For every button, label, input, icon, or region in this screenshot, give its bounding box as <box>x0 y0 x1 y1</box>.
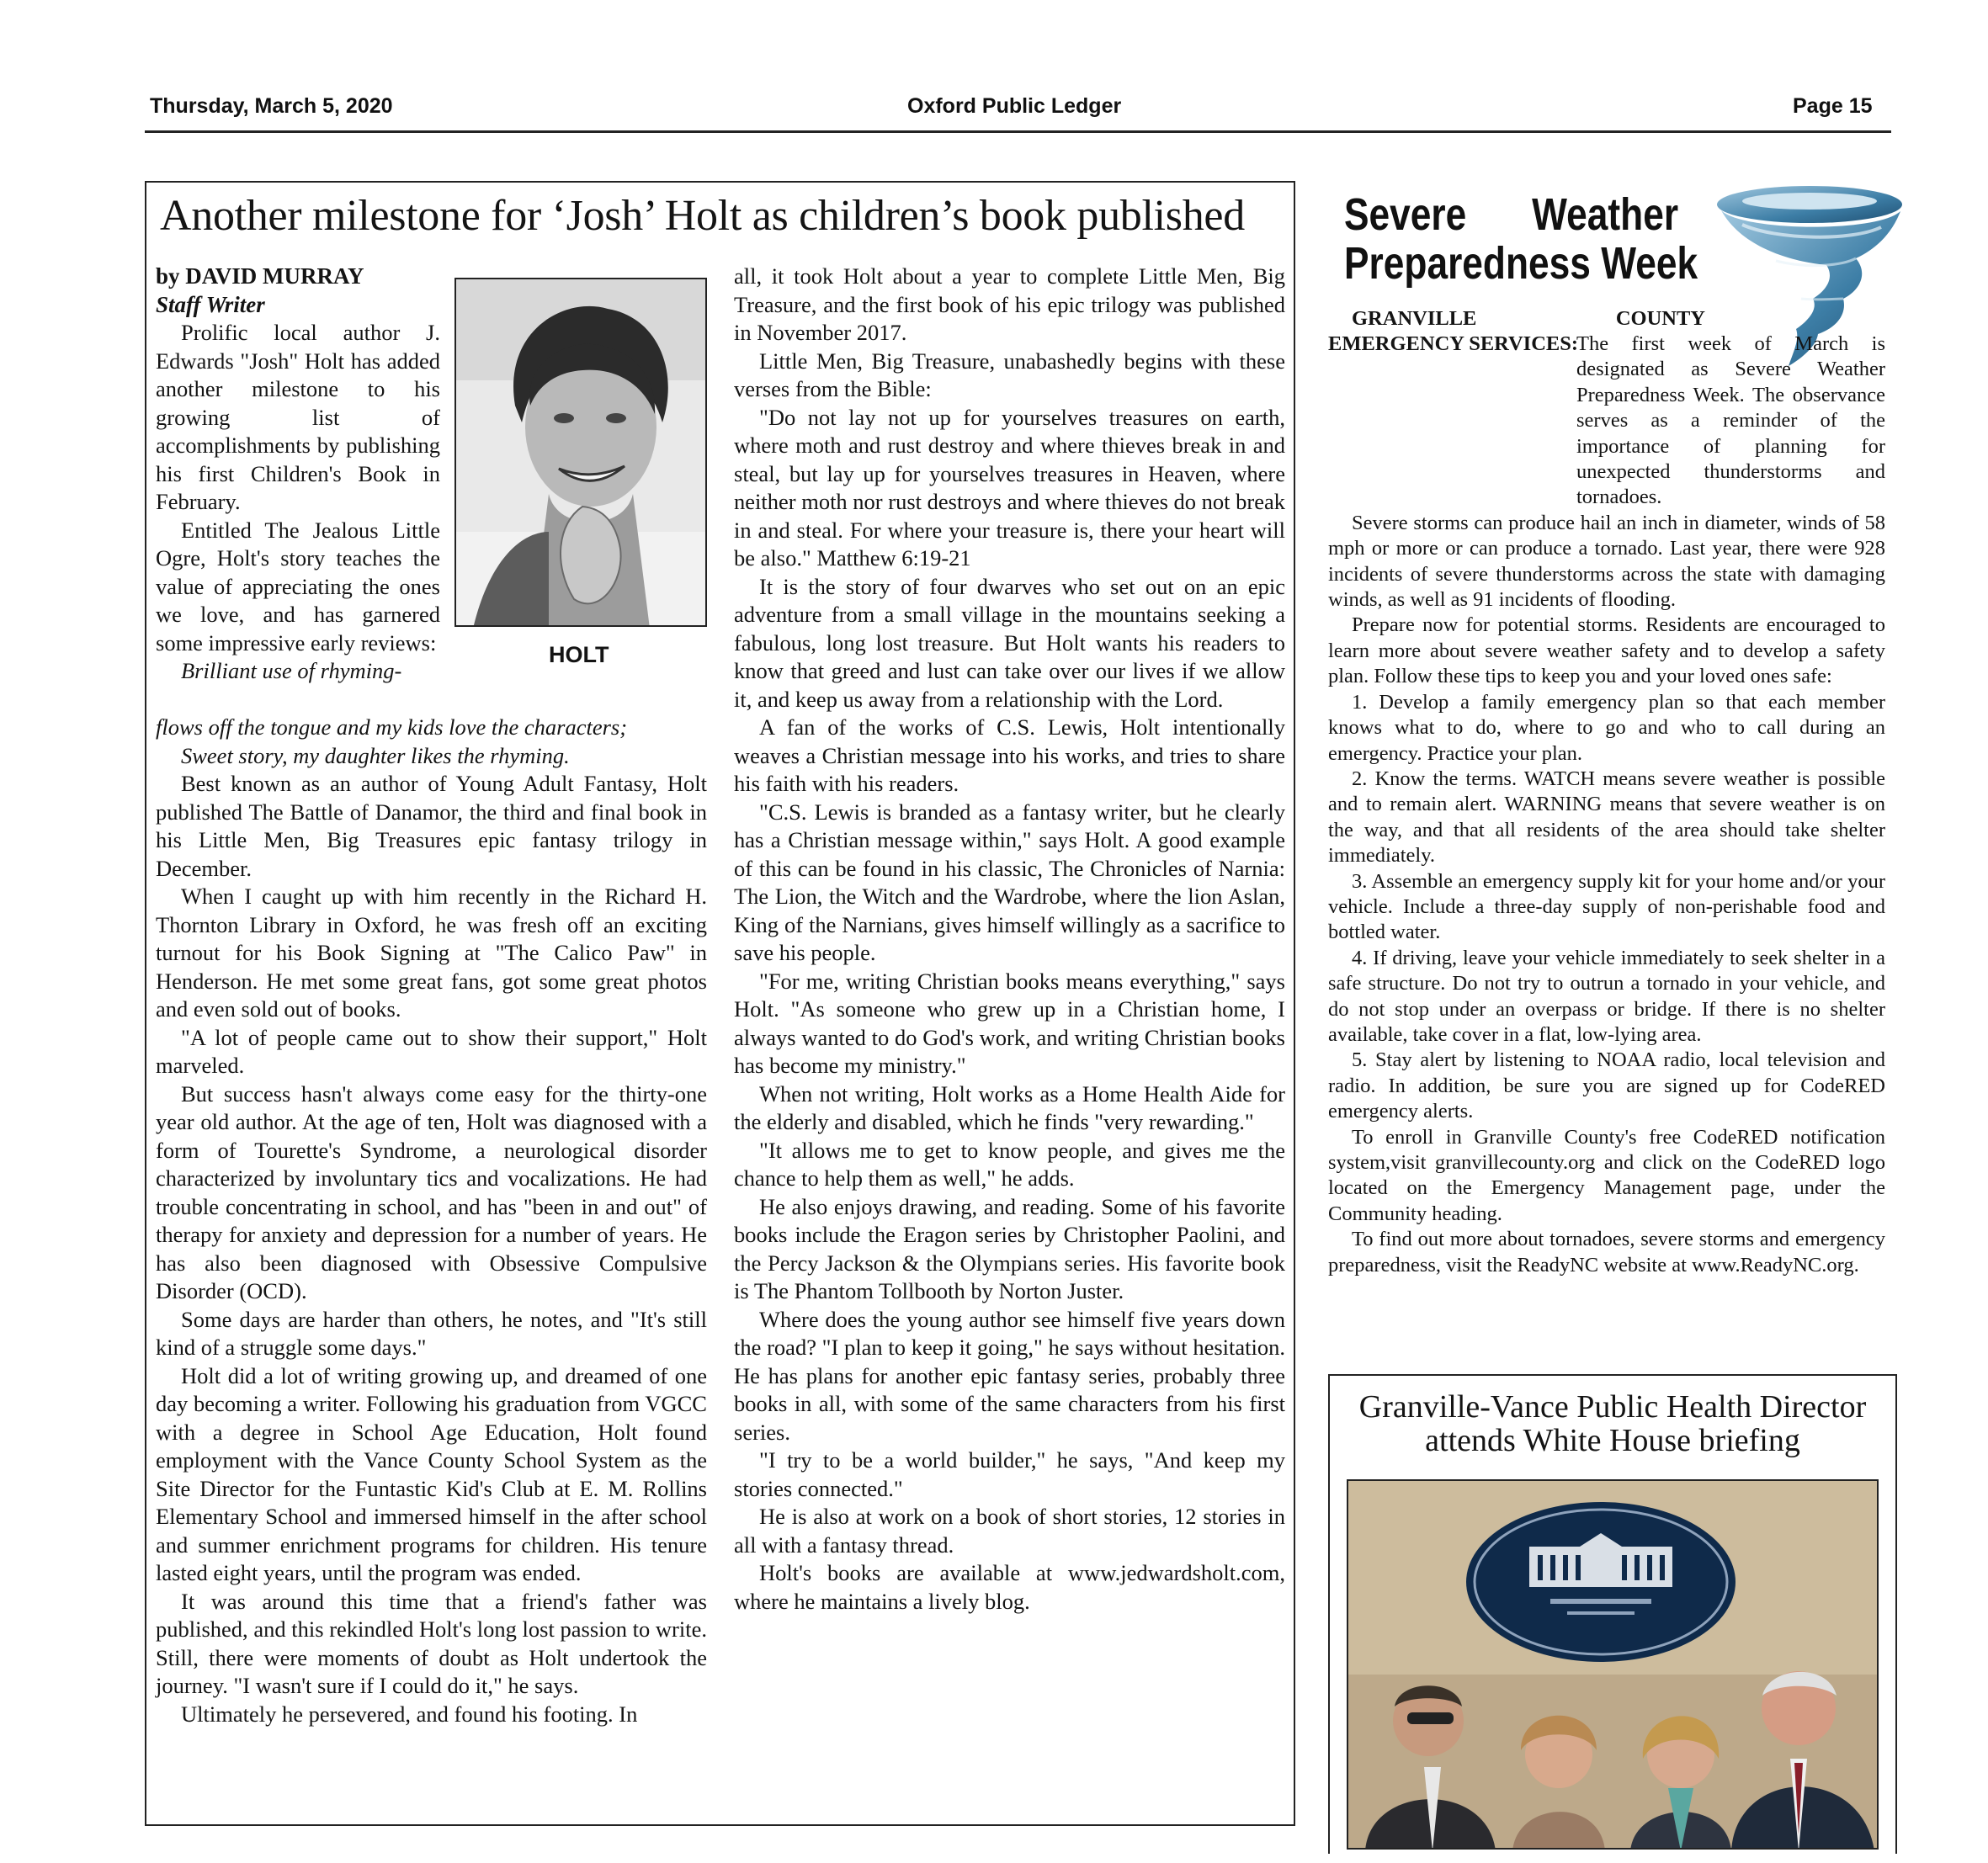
article-paragraph: Holt's books are available at www.jedwardsholt.com, where he maintains a lively blog. <box>734 1560 1285 1614</box>
issue-date: Thursday, March 5, 2020 <box>150 94 393 118</box>
article-paragraph: "I try to be a world builder," he says, "And keep my stories connected." <box>734 1447 1285 1501</box>
article-paragraph: "It allows me to get to know people, and gives me the chance to help them as well," he adds. <box>734 1137 1285 1191</box>
article-paragraph: He is also at work on a book of short stories, 12 stories in all with a fantasy thread. <box>734 1504 1285 1558</box>
weather-title <box>1344 190 1698 288</box>
weather-title-word: Severe <box>1344 189 1467 240</box>
header-rule <box>145 130 1891 133</box>
article-headline: Another milestone for ‘Josh’ Holt as children’s book published <box>160 192 1245 240</box>
article-paragraph: When not writing, Holt works as a Home Health Aide for the elderly and disabled, which he finds "very rewarding." <box>734 1080 1285 1134</box>
weather-tip: 4. If driving, leave your vehicle immediately to seek shelter in a safe structure. Do not try to outrun a tornado in your vehicle, and do not stop under an overpass or bridge. If there is no shelter available, take cover in a flat, low-lying area. <box>1328 946 1885 1046</box>
article-paragraph: It is the story of four dwarves who set out on an epic adventure from a small village in the mountains seeking a fabulous, long lost treasure. But Holt wants his readers to know that greed and lust can take over our lives if we allow it, and keep us away from a relationship with the Lord. <box>734 573 1285 712</box>
weather-tip: 2. Know the terms. WATCH means severe weather is possible and to remain alert. WARNING means that severe weather is on the way, and that all residents of the area should take shelter immediately. <box>1328 767 1885 868</box>
health-headline <box>1328 1390 1897 1457</box>
article-paragraph: "C.S. Lewis is branded as a fantasy writer, but he clearly has a Christian message within," says Holt. A good example of this can be found in his classic, The Chronicles of Narnia: The Lion, the Witch and the Wardrobe, where the lion Aslan, King of the Narnians, gives himself willingly as a sacrifice to save his people. <box>734 799 1285 965</box>
review-quote: Sweet story, my daughter likes the rhyming. <box>181 742 570 768</box>
article-column-2 <box>734 263 1285 1616</box>
weather-tip: 1. Develop a family emergency plan so that each member knows what to do, where to go and who to call during an emergency. Practice your plan. <box>1328 690 1885 765</box>
review-quote: Brilliant use of rhyming- <box>181 658 402 683</box>
bible-quote: "Do not lay not up for yourselves treasures on earth, where moth and rust destroy and where thieves break in and steal, but lay up for yourselves treasures in Heaven, where neither moth nor rust destroys and where thieves do not break in and steal. For where your treasure is, there your heart will be also." Matthew 6:19-21 <box>734 404 1285 571</box>
article-paragraph: Holt did a lot of writing growing up, and dreamed of one day becoming a writer. Following his graduation from VGCC with a degree in School Age Education, Holt found employment with the Vance County School System as the Site Director for the Funtastic Kid's Club at E. M. Rollins Elementary School and immersed himself in the after school and summer enrichment programs for children. His tenure lasted eight years, until the program was ended. <box>156 1362 707 1585</box>
agency-name: GRANVILLE COUNTY EMERGENCY SERVICES: <box>1328 307 1705 356</box>
article-paragraph: He also enjoys drawing, and reading. Some of his favorite books include the Eragon series by Christopher Paolini, and the Percy Jackson & the Olympians series. His favorite book is The Phantom Tollbooth by Norton Juster. <box>734 1193 1285 1303</box>
byline: by DAVID MURRAY <box>156 263 364 289</box>
article-paragraph: Where does the young author see himself five years down the road? "I plan to keep it going," he says without hesitation. He has plans for another epic fantasy series, probably three books in all, with some of the same characters from his first series. <box>734 1306 1285 1445</box>
article-paragraph: A fan of the works of C.S. Lewis, Holt intentionally weaves a Christian message into his works, and tries to share his faith with his readers. <box>734 714 1285 796</box>
white-house-briefing-photo <box>1347 1479 1879 1850</box>
staff-title: Staff Writer <box>156 291 265 317</box>
article-paragraph: Prolific local author J. Edwards "Josh" Holt has added another milestone to his growing list of accomplishments by publishing his first Children's Book in February. <box>156 320 440 514</box>
weather-title-word: Weather <box>1532 189 1679 240</box>
article-paragraph: But success hasn't always come easy for the thirty-one year old author. At the age of ten, Holt was diagnosed with a form of Tourette's Syndrome, a neurological disorder characterized by involuntary tics and vocalizations. He had trouble concentrating in school, and has "been in and out" of therapy for anxiety and depression for a number of years. He has also been diagnosed with Obsessive Compulsive Disorder (OCD). <box>156 1080 707 1303</box>
weather-tip: 5. Stay alert by listening to NOAA radio, local television and radio. In addition, be sure you are signed up for CodeRED emergency alerts. <box>1328 1048 1885 1123</box>
article-paragraph: Ultimately he persevered, and found his footing. In <box>181 1701 638 1727</box>
article-paragraph: It was around this time that a friend's father was published, and this rekindled Holt's long lost passion to write. Still, there were moments of doubt as Holt undertook the journey. "I wasn't sure if I could do it," he says. <box>156 1588 707 1698</box>
weather-title-line2: Preparedness Week <box>1344 238 1698 289</box>
weather-tip: 3. Assemble an emergency supply kit for your home and/or your vehicle. Include a three-day supply of non-perishable food and bottled water. <box>1328 869 1885 944</box>
article-paragraph: all, it took Holt about a year to complete Little Men, Big Treasure, and the first book of his epic trilogy was published in November 2017. <box>734 263 1285 345</box>
article-paragraph: When I caught up with him recently in the Richard H. Thornton Library in Oxford, he was fresh off an exciting turnout for his Book Signing at "The Calico Paw" in Henderson. He met some great fans, got some great photos and even sold out of books. <box>156 884 707 1022</box>
weather-paragraph: The first week of March is designated as Severe Weather Preparedness Week. The observance serves as a reminder of the importance of planning for unexpected thunderstorms and tornadoes. <box>1576 332 1885 509</box>
paper-name: Oxford Public Ledger <box>907 94 1122 118</box>
article-paragraph: Best known as an author of Young Adult Fantasy, Holt published The Battle of Danamor, the third and final book in his Little Men, Big Treasures epic fantasy trilogy in December. <box>156 771 707 881</box>
review-quote: flows off the tongue and my kids love the characters; <box>156 714 628 740</box>
article-paragraph: Some days are harder than others, he notes, and "It's still kind of a struggle some days." <box>156 1306 707 1360</box>
weather-body <box>1328 332 1885 1278</box>
health-headline-line: attends White House briefing <box>1425 1423 1800 1458</box>
photo-caption: HOLT <box>549 642 609 667</box>
weather-paragraph: Severe storms can produce hail an inch in diameter, winds of 58 mph or more or can produce a tornado. Last year, there were 928 incidents of severe thunderstorms across the state with damaging winds, as well as 91 incidents of flooding. <box>1328 511 1885 612</box>
article-paragraph: Little Men, Big Treasure, unabashedly begins with these verses from the Bible: <box>734 348 1285 401</box>
article-paragraph: "For me, writing Christian books means everything," says Holt. "As someone who grew up in a Christian home, I always wanted to do God's work, and writing Christian books has become my ministry." <box>734 968 1285 1078</box>
page-number: Page 15 <box>1793 94 1873 118</box>
article-column-1-top <box>156 263 440 686</box>
article-paragraph: "A lot of people came out to show their support," Holt marveled. <box>156 1024 707 1078</box>
article-paragraph: Entitled The Jealous Little Ogre, Holt's story teaches the value of appreciating the ones we love, and has garnered some impressive early reviews: <box>156 517 440 656</box>
weather-paragraph: Prepare now for potential storms. Residents are encouraged to learn more about severe weather safety and to develop a safety plan. Follow these tips to keep you and your loved ones safe: <box>1328 613 1885 688</box>
weather-paragraph: To find out more about tornadoes, severe storms and emergency preparedness, visit the ReadyNC website at www.ReadyNC.org. <box>1328 1228 1885 1276</box>
weather-paragraph: To enroll in Granville County's free CodeRED notification system,visit granvillecounty.org and click on the CodeRED logo located on the Emergency Management page, under the Community heading. <box>1328 1125 1885 1225</box>
health-headline-line: Granville-Vance Public Health Director <box>1358 1389 1867 1425</box>
article-column-1-bottom <box>156 714 707 1728</box>
author-photo <box>454 278 707 627</box>
